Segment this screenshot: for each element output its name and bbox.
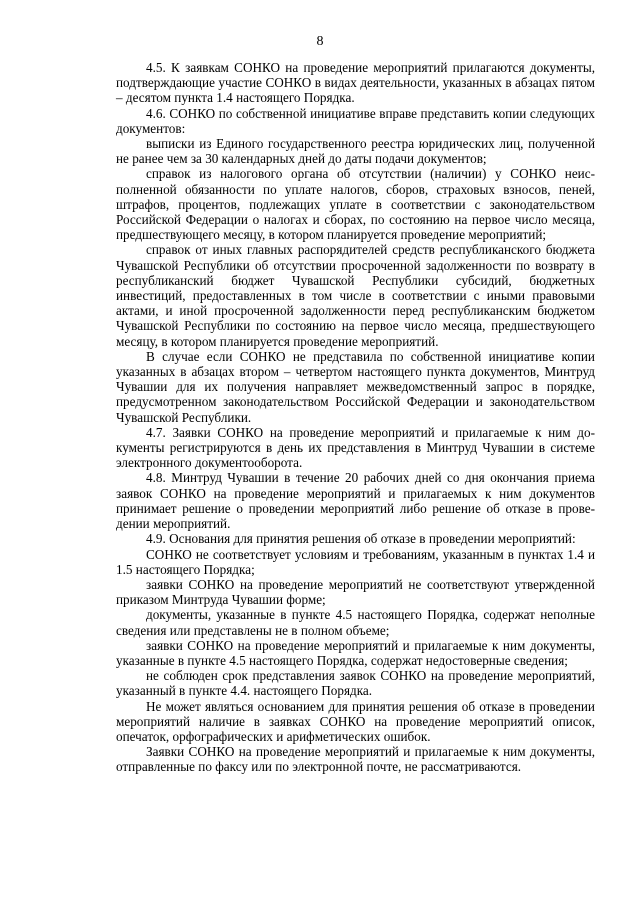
paragraph-budget-certificate: справок от иных главных распорядителей средств республиканского бюджета Чувашской Республики об отсутствии просроченной задолженности по возврату в республиканский бюджет Чувашской Республики субсидий, бюджетных инвестиций, предоставленных в том числе в соответствии с иными правовыми актами, и иной просроченной задолженности перед республиканским бюджетом Чувашской Республики по состоянию на первое число месяца, предшествующего месяцу, в котором планируется проведение мероприятий.: [116, 242, 595, 349]
document-body: [116, 60, 595, 775]
page-number: 8: [316, 34, 324, 49]
paragraph-4-6: 4.6. СОНКО по собственной инициативе вправе представить копии следующих документов:: [116, 105, 595, 136]
paragraph-tax-certificate: справок из налогового органа об отсутствии (наличии) у СОНКО неисполненной обязанности по уплате налогов, сборов, страховых взносов, пеней, штрафов, процентов, подлежащих уплате в соответствии с законодательством Российской Федерации о налогах и сборах, по состоянию на первое число месяца, предшествующего месяцу, в котором планируется проведение мероприятий;: [116, 166, 595, 243]
paragraph-typos-clause: Не может являться основанием для принятия решения об отказе в проведении мероприятий наличие в заявках СОНКО на проведение мероприятий описок, опечаток, орфографических и арифметических ошибок.: [116, 698, 595, 744]
paragraph-refusal-reason-4: заявки СОНКО на проведение мероприятий и прилагаемые к ним документы, указанные в пункте 4.5 настоящего Порядка, содержат недостоверные сведения;: [116, 637, 595, 668]
paragraph-refusal-reason-2: заявки СОНКО на проведение мероприятий не соответствуют утвержденной приказом Минтруда Чувашии форме;: [116, 576, 595, 608]
paragraph-refusal-reason-3: документы, указанные в пункте 4.5 настоящего Порядка, содержат неполные сведения или представлены не в полном объеме;: [116, 607, 595, 638]
paragraph-egrul-extract: выписки из Единого государственного реестра юридических лиц, полученной не ранее чем за 30 календарных дней до даты подачи документов;: [116, 136, 595, 167]
paragraph-4-9: 4.9. Основания для принятия решения об отказе в проведении мероприятий:: [146, 531, 576, 547]
paragraph-fax-email-clause: Заявки СОНКО на проведение мероприятий и прилагаемые к ним документы, отправленные по факсу или по электронной почте, не рассматриваются.: [116, 744, 595, 775]
paragraph-4-7: 4.7. Заявки СОНКО на проведение мероприятий и прилагаемые к ним документы регистрируются в день их представления в Минтруд Чувашии в системе электронного документооборота.: [116, 424, 595, 471]
paragraph-4-8: 4.8. Минтруд Чувашии в течение 20 рабочих дней со дня окончания приема заявок СОНКО на проведение мероприятий и прилагаемых к ним документов принимает решение о проведении мероприятий либо решение об отказе в проведении мероприятий.: [116, 470, 595, 532]
paragraph-refusal-reason-5: не соблюден срок представления заявок СОНКО на проведение мероприятий, указанный в пункте 4.4. настоящего Порядка.: [116, 668, 595, 699]
paragraph-4-5: 4.5. К заявкам СОНКО на проведение мероприятий прилагаются документы, подтверждающие участие СОНКО в видах деятельности, указанных в абзацах пятом – десятом пункта 1.4 настоящего Порядка.: [116, 60, 595, 106]
paragraph-refusal-reason-1: СОНКО не соответствует условиям и требованиям, указанным в пунктах 1.4 и 1.5 настоящего Порядка;: [116, 546, 595, 577]
paragraph-interagency-request: В случае если СОНКО не представила по собственной инициативе копии указанных в абзацах втором – четвертом настоящего пункта документов, Минтруд Чувашии для их получения направляет межведомственный запрос в порядке, предусмотренном законодательством Российской Федерации и законодательством Чувашской Республики.: [116, 348, 595, 425]
